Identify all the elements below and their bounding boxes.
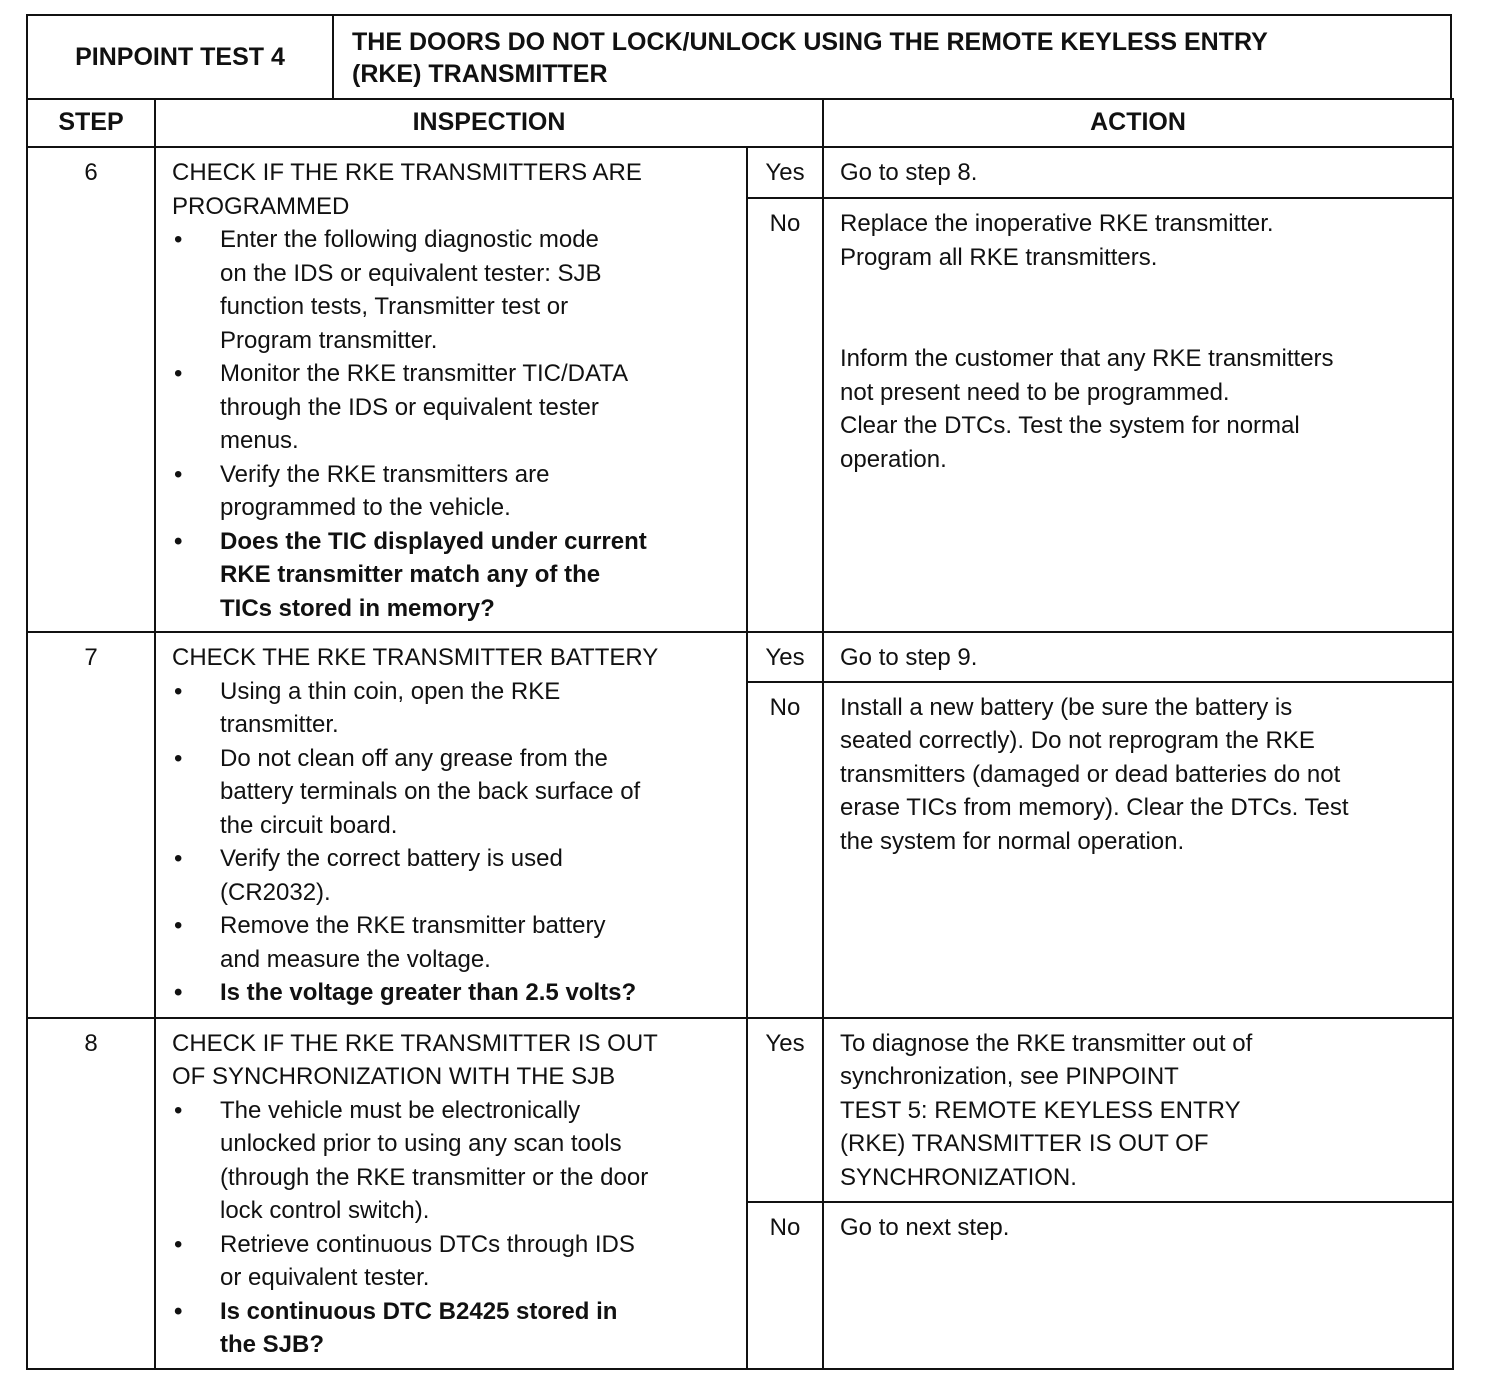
bullet-item	[172, 675, 736, 742]
yes-label: Yes	[747, 147, 823, 198]
bullet-line: (CR2032).	[220, 878, 331, 906]
yes-action	[823, 632, 1453, 682]
question-line: • Is the voltage greater than 2.5 volts?	[220, 979, 637, 1006]
bullet-line: • Retrieve continuous DTCs through IDS	[220, 1230, 635, 1258]
bullet-line: and measure the voltage.	[220, 945, 491, 973]
bullet-line: function tests, Transmitter test or	[220, 293, 569, 320]
action-line: Replace the inoperative RKE transmitter.	[840, 210, 1274, 237]
question-item	[172, 1295, 736, 1362]
bullet-line: • Do not clean off any grease from the	[220, 744, 608, 772]
step-number: 8	[27, 1018, 155, 1369]
test-title-line: THE DOORS DO NOT LOCK/UNLOCK USING THE REMOTE KEYLESS ENTRY	[352, 28, 1268, 56]
bullet-line: menus.	[220, 427, 299, 454]
bullet-line: or equivalent tester.	[220, 1264, 430, 1291]
question-line: the SJB?	[220, 1331, 325, 1358]
bullet-line: • Verify the RKE transmitters are	[220, 460, 550, 488]
pinpoint-test-sheet	[26, 14, 1452, 1364]
question-line: • Is continuous DTC B2425 stored in	[220, 1297, 618, 1325]
table-row	[27, 147, 1453, 198]
test-title	[334, 16, 1450, 98]
inspection-title: CHECK IF THE RKE TRANSMITTER IS OUT	[172, 1029, 658, 1057]
action-line: TEST 5: REMOTE KEYLESS ENTRY	[840, 1096, 1241, 1124]
action-line: Install a new battery (be sure the battery is	[840, 693, 1293, 721]
bullet-line: unlocked prior to using any scan tools	[220, 1130, 622, 1157]
no-label: No	[747, 682, 823, 1018]
action-line: synchronization, see PINPOINT	[840, 1063, 1179, 1090]
col-action: ACTION	[823, 99, 1453, 147]
bullet-line: Program transmitter.	[220, 326, 438, 354]
yes-label: Yes	[747, 1018, 823, 1203]
action-line: the system for normal operation.	[840, 827, 1185, 855]
bullet-line: transmitter.	[220, 711, 339, 738]
action-line: seated correctly). Do not reprogram the RKE	[840, 727, 1315, 754]
bullet-item	[172, 223, 736, 357]
yes-action	[823, 147, 1453, 198]
no-action	[823, 198, 1453, 632]
yes-action	[823, 1018, 1453, 1203]
procedure-table	[26, 98, 1454, 1370]
table-row	[27, 1018, 1453, 1203]
action-line: Go to step 8.	[840, 159, 978, 186]
bullet-line: (through the RKE transmitter or the door	[220, 1163, 649, 1191]
bullet-line: • Enter the following diagnostic mode	[220, 226, 599, 253]
bullet-line: lock control switch).	[220, 1197, 430, 1224]
bullet-line: on the IDS or equivalent tester: SJB	[220, 259, 602, 287]
action-line: not present need to be programmed.	[840, 378, 1230, 406]
action-line: erase TICs from memory). Clear the DTCs. Test	[840, 794, 1349, 821]
action-line: Inform the customer that any RKE transmitters	[840, 345, 1334, 372]
test-header	[26, 14, 1452, 98]
inspection-cell	[155, 1018, 747, 1369]
question-item	[172, 976, 736, 1010]
action-line: transmitters (damaged or dead batteries do not	[840, 760, 1341, 788]
spacer	[840, 274, 1440, 342]
bullet-item	[172, 458, 736, 525]
action-line: SYNCHRONIZATION.	[840, 1163, 1077, 1191]
question-line: • Does the TIC displayed under current	[220, 527, 647, 555]
bullet-line: battery terminals on the back surface of	[220, 778, 641, 805]
no-action	[823, 682, 1453, 1018]
inspection-title: CHECK IF THE RKE TRANSMITTERS ARE	[172, 159, 642, 186]
bullet-item	[172, 1094, 736, 1228]
bullet-item	[172, 357, 736, 458]
bullet-line: through the IDS or equivalent tester	[220, 393, 599, 421]
yes-label: Yes	[747, 632, 823, 682]
action-line: Go to next step.	[840, 1214, 1010, 1242]
step-number: 6	[27, 147, 155, 632]
bullet-line: • Remove the RKE transmitter battery	[220, 912, 606, 939]
step-number: 7	[27, 632, 155, 1018]
action-line: Program all RKE transmitters.	[840, 243, 1158, 271]
column-header-row	[27, 99, 1453, 147]
bullet-item	[172, 842, 736, 909]
bullet-item	[172, 1228, 736, 1295]
question-line: TICs stored in memory?	[220, 594, 495, 622]
test-title-line: (RKE) TRANSMITTER	[352, 60, 608, 88]
bullet-line: • Using a thin coin, open the RKE	[220, 677, 561, 705]
no-label: No	[747, 198, 823, 632]
inspection-title: PROGRAMMED	[172, 192, 350, 220]
action-line: (RKE) TRANSMITTER IS OUT OF	[840, 1130, 1209, 1157]
bullet-line: • Monitor the RKE transmitter TIC/DATA	[220, 360, 629, 387]
action-line: operation.	[840, 445, 947, 473]
question-item	[172, 525, 736, 626]
table-row	[27, 632, 1453, 682]
action-line: To diagnose the RKE transmitter out of	[840, 1029, 1253, 1057]
inspection-cell	[155, 632, 747, 1018]
col-inspection: INSPECTION	[155, 99, 823, 147]
bullet-line: programmed to the vehicle.	[220, 494, 511, 521]
bullet-line: • The vehicle must be electronically	[220, 1096, 581, 1124]
question-line: RKE transmitter match any of the	[220, 561, 601, 588]
no-action	[823, 1202, 1453, 1368]
bullet-line: the circuit board.	[220, 811, 398, 839]
inspection-title: OF SYNCHRONIZATION WITH THE SJB	[172, 1063, 616, 1090]
action-line: Clear the DTCs. Test the system for normal	[840, 412, 1300, 439]
action-line: Go to step 9.	[840, 644, 978, 671]
col-step: STEP	[27, 99, 155, 147]
inspection-cell	[155, 147, 747, 632]
bullet-item	[172, 909, 736, 976]
no-label: No	[747, 1202, 823, 1368]
bullet-item	[172, 742, 736, 843]
bullet-line: • Verify the correct battery is used	[220, 845, 563, 872]
inspection-title: CHECK THE RKE TRANSMITTER BATTERY	[172, 644, 659, 671]
test-id: PINPOINT TEST 4	[28, 16, 334, 98]
